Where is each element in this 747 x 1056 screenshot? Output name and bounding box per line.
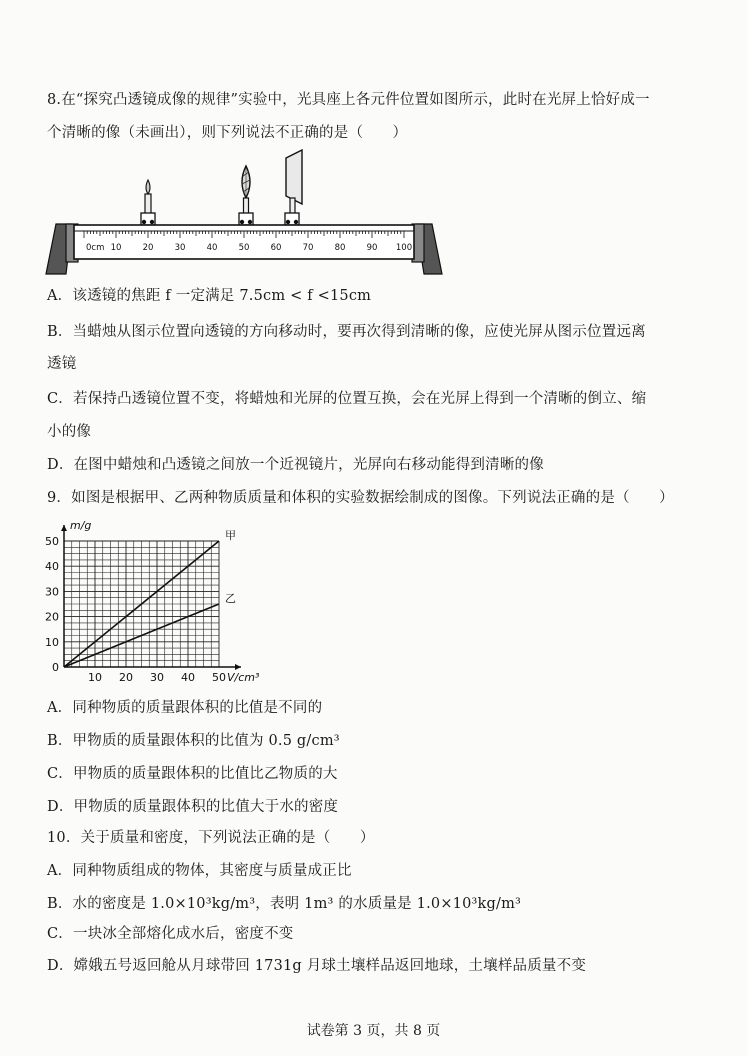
y-tick-label: 50	[45, 535, 59, 548]
q10-stem: 10．关于质量和密度，下列说法正确的是（ ）	[47, 830, 375, 846]
q8-option-c-line2: 小的像	[47, 424, 92, 440]
bench-tick-label: 30	[174, 243, 186, 253]
right-support	[412, 224, 442, 274]
bench-tick-label: 50	[238, 243, 250, 253]
bench-tick-label: 60	[270, 243, 282, 253]
bench-rail	[74, 225, 414, 259]
series-label: 乙	[225, 592, 236, 605]
q8-option-d[interactable]: D．在图中蜡烛和凸透镜之间放一个近视镜片，光屏向右移动能得到清晰的像	[47, 457, 544, 473]
q8-option-c-line1[interactable]: C．若保持凸透镜位置不变，将蜡烛和光屏的位置互换，会在光屏上得到一个清晰的倒立、缩	[47, 391, 647, 407]
q9-option-b[interactable]: B．甲物质的质量跟体积的比值为 0.5 g/cm³	[47, 733, 340, 749]
x-tick-label: 10	[88, 671, 102, 684]
bench-tick-label: 10	[110, 243, 122, 253]
bench-tick-label: 100	[395, 243, 413, 253]
light-screen	[286, 150, 302, 214]
y-tick-label: 20	[45, 610, 59, 624]
page-footer: 试卷第 3 页，共 8 页	[306, 1023, 441, 1039]
q9-stem: 9．如图是根据甲、乙两种物质质量和体积的实验数据绘制成的图像。下列说法正确的是（ ）	[47, 490, 674, 506]
convex-lens	[242, 166, 250, 214]
q9-option-c[interactable]: C．甲物质的质量跟体积的比值比乙物质的大	[47, 766, 338, 782]
q8-option-a[interactable]: A．该透镜的焦距 f 一定满足 7.5cm < f <15cm	[47, 288, 372, 304]
x-tick-label: 50	[212, 671, 226, 684]
chart-labels	[45, 519, 260, 684]
x-tick-label: 20	[119, 671, 133, 684]
q9-option-a[interactable]: A．同种物质的质量跟体积的比值是不同的	[47, 700, 323, 716]
q8-stem-line2: 个清晰的像（未画出），则下列说法不正确的是（ ）	[47, 125, 408, 141]
optical-bench-figure	[0, 0, 747, 290]
y-tick-label: 40	[45, 560, 59, 574]
series-label: 甲	[225, 529, 236, 542]
y-axis-label: m/g	[70, 519, 92, 532]
q10-option-b[interactable]: B．水的密度是 1.0×10³kg/m³，表明 1m³ 的水质量是 1.0×10³kg/m³	[47, 896, 522, 912]
q9-option-d[interactable]: D．甲物质的质量跟体积的比值大于水的密度	[47, 799, 339, 815]
q8-option-b-line2: 透镜	[47, 356, 77, 372]
q10-option-a[interactable]: A．同种物质组成的物体，其密度与质量成正比	[47, 863, 352, 879]
y-tick-label: 0	[52, 661, 59, 674]
x-tick-label: 30	[150, 671, 164, 684]
mass-volume-chart	[30, 512, 290, 692]
bench-tick-label: 80	[334, 243, 346, 253]
x-tick-label: 40	[181, 671, 195, 684]
y-axis-arrow-icon	[61, 525, 67, 531]
y-tick-label: 30	[45, 585, 59, 599]
bench-tick-label: 20	[142, 243, 154, 253]
q10-option-c[interactable]: C．一块冰全部熔化成水后，密度不变	[47, 926, 294, 942]
candle	[145, 180, 151, 214]
bench-tick-label: 0cm	[86, 243, 105, 253]
q8-stem-line1: 8.在“探究凸透镜成像的规律”实验中，光具座上各元件位置如图所示，此时在光屏上恰好成一	[47, 92, 650, 108]
q8-option-b-line1[interactable]: B．当蜡烛从图示位置向透镜的方向移动时，要再次得到清晰的像，应使光屏从图示位置远离	[47, 324, 646, 340]
q10-option-d[interactable]: D．嫦娥五号返回舱从月球带回 1731g 月球土壤样品返回地球，土壤样品质量不变	[47, 958, 587, 974]
bench-tick-label: 70	[302, 243, 314, 253]
x-axis-arrow-icon	[235, 664, 241, 670]
bench-tick-label: 90	[366, 243, 378, 253]
x-axis-label: V/cm³	[227, 671, 260, 684]
y-tick-label: 10	[45, 635, 59, 649]
bench-tick-label: 40	[206, 243, 218, 253]
